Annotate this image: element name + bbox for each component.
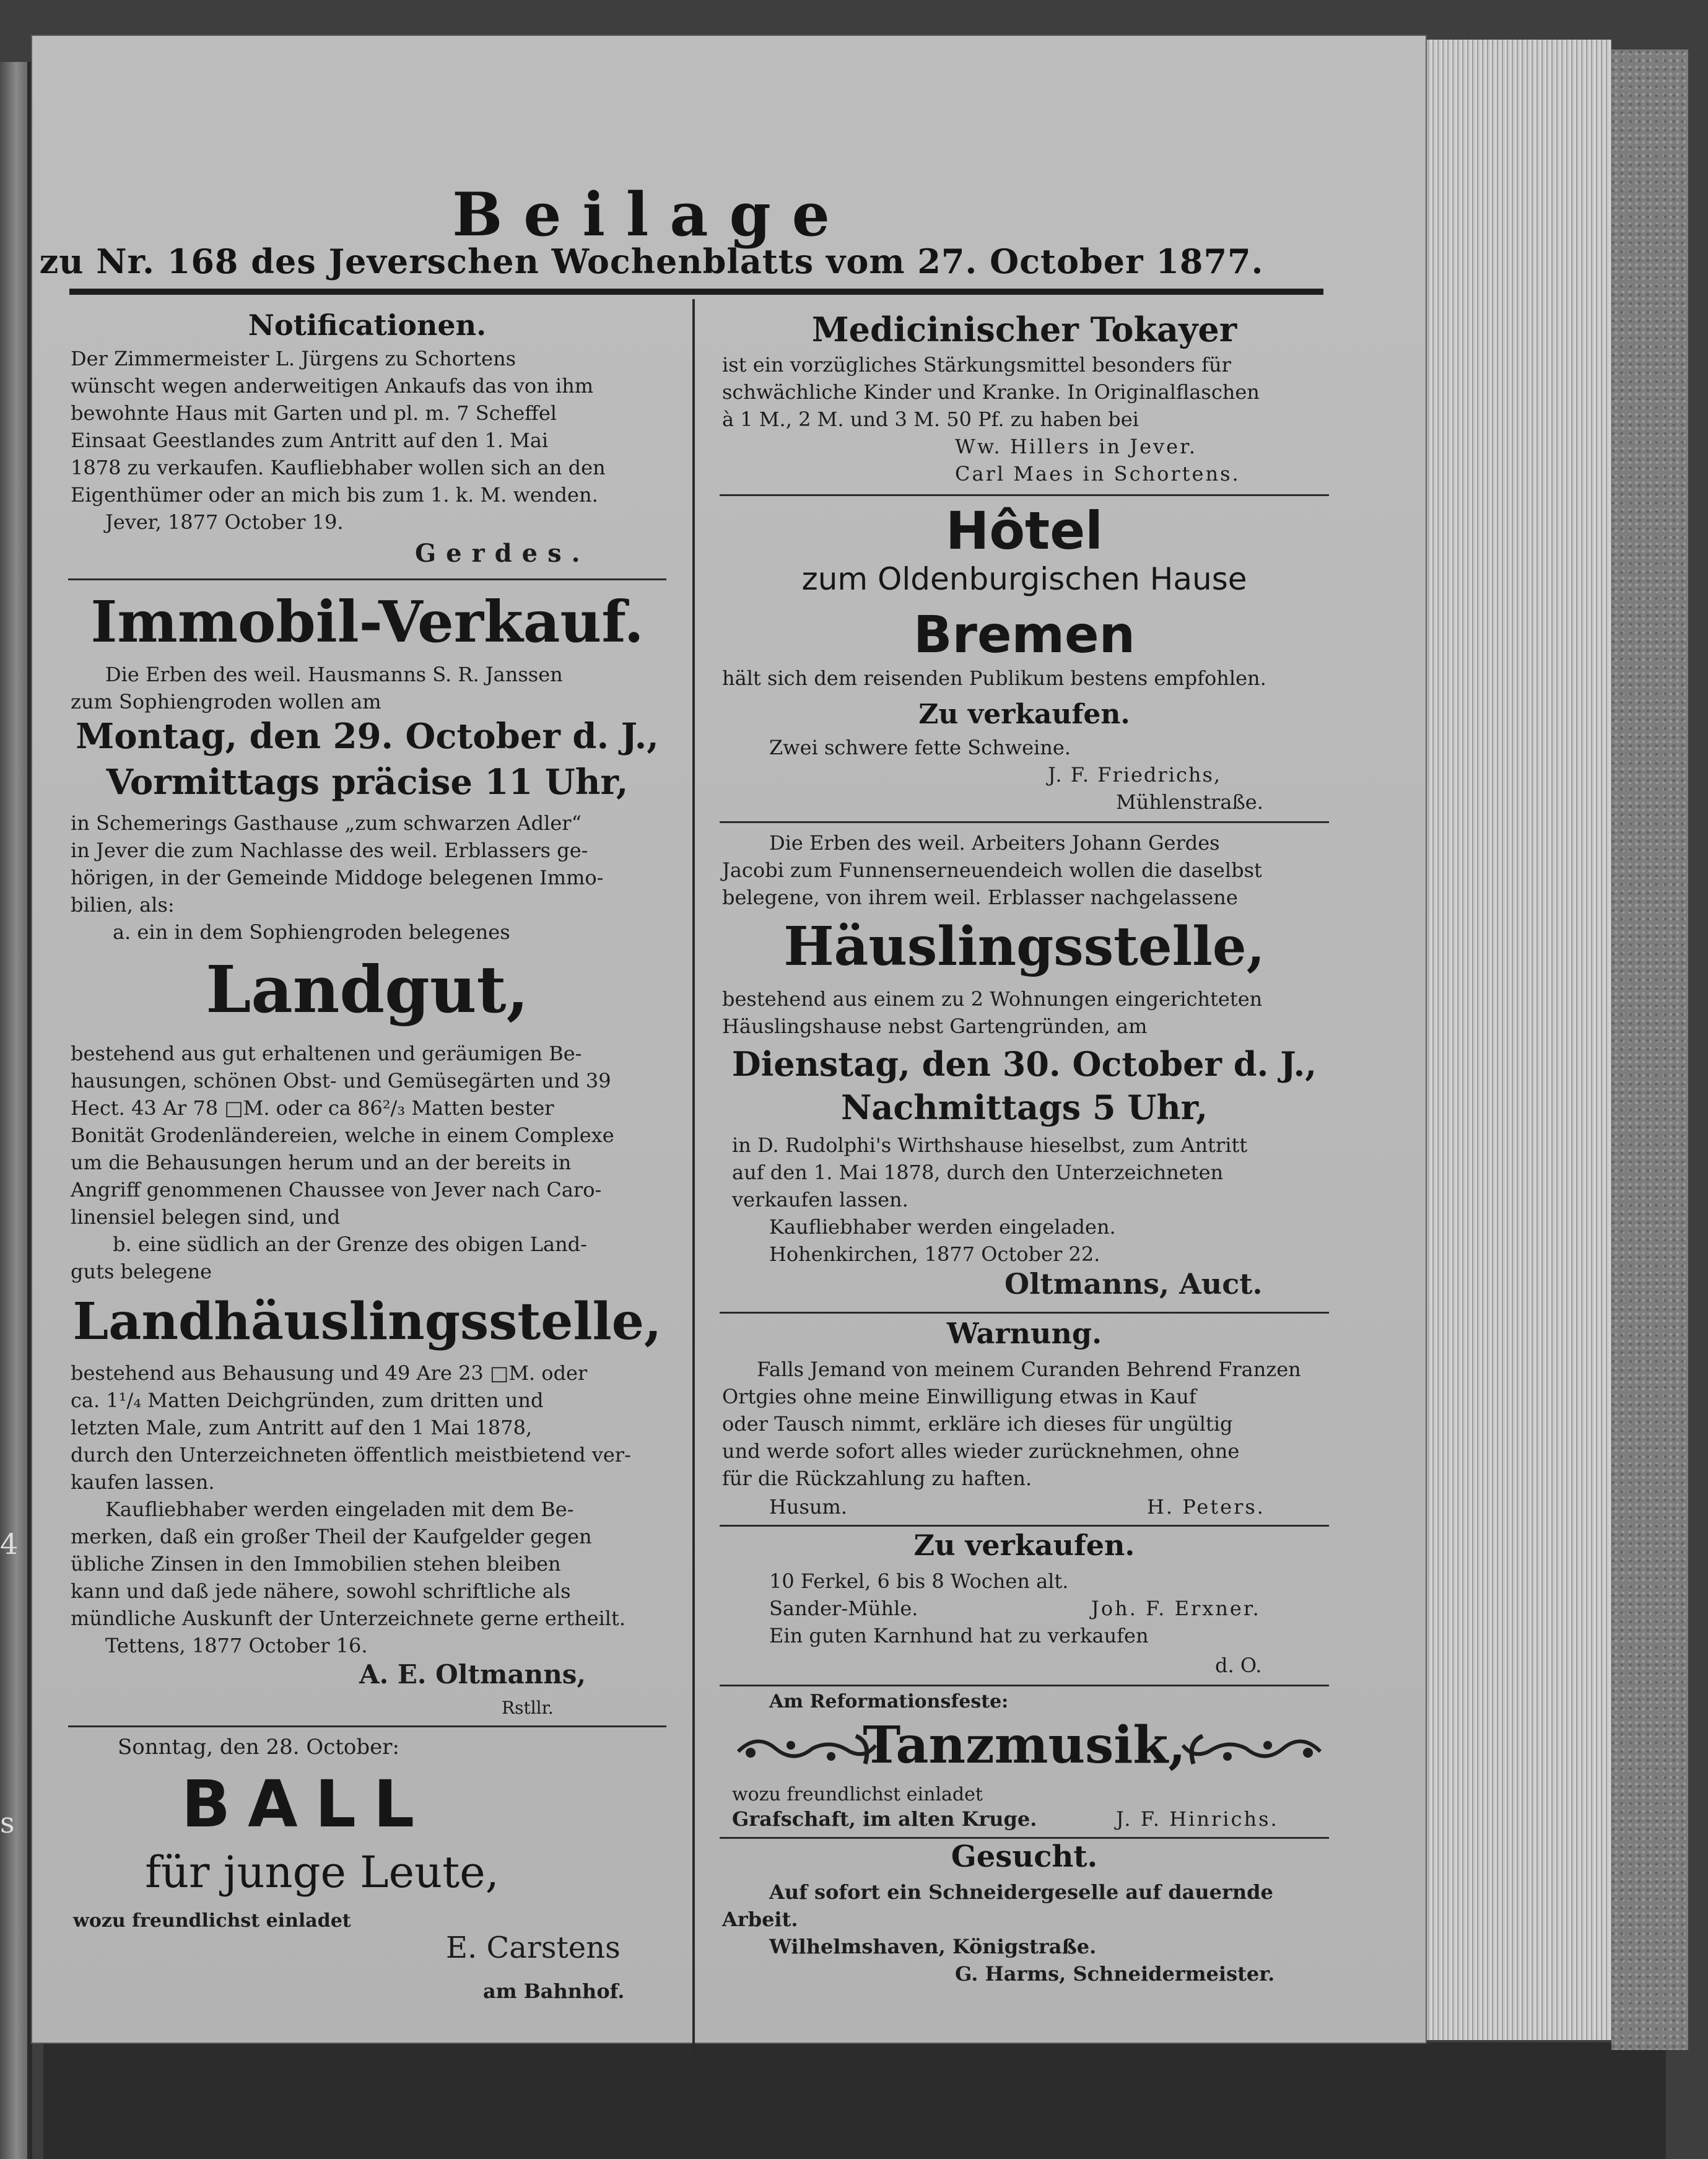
immobil-line: mündliche Auskunft der Unterzeichnete gerne ertheilt. [71,1607,625,1630]
tanz-pre: Am Reformationsfeste: [769,1691,1009,1712]
immobil-line: bestehend aus Behausung und 49 Are 23 □M. oder [71,1361,588,1385]
immobil-line: in Schemerings Gasthause „zum schwarzen Adler“ [71,811,582,835]
immobil-place-date: Tettens, 1877 October 16. [105,1634,368,1657]
tokayer-heading: Medicinischer Tokayer [811,310,1237,349]
warnung-place: Husum. [769,1495,848,1519]
tokayer-line: schwächliche Kinder und Kranke. In Originalflaschen [722,380,1260,404]
ferkel-heading: Zu verkaufen. [913,1529,1135,1562]
notif-line: Der Zimmermeister L. Jürgens zu Schortens [71,347,516,370]
warnung-line: und werde sofort alles wieder zurücknehmen, ohne [722,1439,1240,1463]
tokayer-seller: Ww. Hillers in Jever. [955,435,1198,458]
tokayer-line: ist ein vorzügliches Stärkungsmittel besonders für [722,353,1231,377]
warnung-line: oder Tausch nimmt, erkläre ich dieses für ungültig [722,1412,1233,1436]
haeusling-line: belegene, von ihrem weil. Erblasser nachgelassene [722,886,1238,909]
left-column [68,36,666,2043]
gesucht-line: Auf sofort ein Schneidergeselle auf dauernde [769,1880,1273,1904]
book-shadow [43,2043,1666,2159]
schweine-signature: J. F. Friedrichs, [1048,763,1222,787]
ball-date: Sonntag, den 28. October: [118,1735,399,1760]
ornament-right-icon [1178,1721,1327,1776]
separator [720,821,1329,823]
tanz-title: Tanzmusik, [863,1716,1186,1775]
immobil-line: ca. 1¹/₄ Matten Deichgründen, zum dritten und [71,1389,544,1412]
schweine-line: Zwei schwere fette Schweine. [769,736,1071,759]
column-divider [692,299,695,2058]
haeuslingsstelle-title: Häuslingsstelle, [783,915,1265,978]
notif-line: Einsaat Geestlandes zum Antritt auf den 1. Mai [71,429,549,452]
separator [68,1725,666,1727]
immobil-line: merken, daß ein großer Theil der Kaufgelder gegen [71,1525,592,1548]
immobil-time: Vormittags präcise 11 Uhr, [106,762,629,803]
haeusling-line: Die Erben des weil. Arbeiters Johann Gerdes [769,831,1220,855]
immobil-line: um die Behausungen herum und an der bereits in [71,1151,572,1174]
haeusling-line: verkaufen lassen. [732,1188,908,1211]
masthead-title: Beilage [452,180,851,250]
hotel-subtitle: zum Oldenburgischen Hause [801,561,1247,597]
haeusling-line: bestehend aus einem zu 2 Wohnungen eingerichteten [722,987,1263,1011]
immobil-line: bestehend aus gut erhaltenen und geräumigen Be- [71,1042,582,1065]
immobil-line: b. eine südlich an der Grenze des obigen Land- [113,1232,587,1256]
notif-line: wünscht wegen anderweitigen Ankaufs das von ihm [71,374,594,398]
hotel-line: hält sich dem reisenden Publikum bestens empfohlen. [722,666,1266,690]
ball-signature: E. Carstens [446,1930,621,1965]
haeusling-time: Nachmittags 5 Uhr, [840,1088,1208,1127]
schweine-heading: Zu verkaufen. [918,699,1130,730]
haeusling-line: in D. Rudolphi's Wirthshause hieselbst, zum Antritt [732,1133,1248,1157]
masthead-subtitle: zu Nr. 168 des Jeverschen Wochenblatts vom 27. October 1877. [39,242,1264,281]
gesucht-place: Wilhelmshaven, Königstraße. [769,1935,1097,1958]
immobil-line: kann und daß jede nähere, sowohl schriftliche als [71,1579,571,1603]
separator [720,494,1329,496]
facing-page-gutter [27,62,32,2159]
immobil-line: linensiel belegen sind, und [71,1205,341,1229]
immobil-line: kaufen lassen. [71,1470,215,1494]
warnung-line: Falls Jemand von meinem Curanden Behrend Franzen [757,1358,1301,1381]
notif-heading: Notificationen. [248,308,487,342]
immobil-line: Kaufliebhaber werden eingeladen mit dem Be- [105,1498,574,1521]
immobil-line: Bonität Grodenländereien, welche in einem Complexe [71,1123,614,1147]
immobil-heading: Immobil-Verkauf. [90,588,644,655]
haeusling-line: Häuslingshause nebst Gartengründen, am [722,1014,1148,1038]
ferkel-line: 10 Ferkel, 6 bis 8 Wochen alt. [769,1569,1069,1593]
notif-line: Eigenthümer oder an mich bis zum 1. k. M. wenden. [71,483,598,507]
hotel-title: Hôtel [946,500,1103,561]
immobil-line: hausungen, schönen Obst- und Gemüsegärten und 39 [71,1069,611,1093]
haeusling-date: Dienstag, den 30. October d. J., [731,1044,1317,1084]
tokayer-line: à 1 M., 2 M. und 3 M. 50 Pf. zu haben bei [722,408,1139,431]
ball-subtitle: für junge Leute, [145,1847,499,1898]
separator [720,1837,1329,1839]
facing-page-mark: 4 [0,1527,19,1561]
immobil-line: durch den Unterzeichneten öffentlich meistbietend ver- [71,1443,631,1467]
page-edges [1426,40,1611,2040]
right-column [720,36,1329,2043]
notif-line: bewohnte Haus mit Garten und pl. m. 7 Scheffel [71,401,557,425]
immobil-line: a. ein in dem Sophiengroden belegenes [113,920,510,944]
tanz-place: Grafschaft, im alten Kruge. [732,1807,1037,1831]
ferkel-place: Sander-Mühle. [769,1597,918,1620]
immobil-line: hörigen, in der Gemeinde Middoge belegenen Immo- [71,866,604,889]
warnung-line: Ortgies ohne meine Einwilligung etwas in Kauf [722,1385,1196,1408]
warnung-signature: H. Peters. [1147,1495,1265,1519]
book-cover [1611,50,1688,2050]
warnung-heading: Warnung. [946,1317,1102,1350]
landgut-title: Landgut, [206,951,529,1027]
immobil-line: Angriff genommenen Chaussee von Jever nach Caro- [71,1178,602,1202]
karnhund-line: Ein guten Karnhund hat zu verkaufen [769,1624,1149,1647]
immobil-line: zum Sophiengroden wollen am [71,690,381,713]
schweine-signature-street: Mühlenstraße. [1116,790,1263,814]
haeusling-line: Kaufliebhaber werden eingeladen. [769,1215,1116,1239]
separator [720,1685,1329,1686]
newspaper-page [32,36,1426,2043]
notif-signature: Gerdes. [415,539,590,568]
haeusling-line: auf den 1. Mai 1878, durch den Unterzeichneten [732,1161,1224,1184]
ferkel-signature: Joh. F. Erxner. [1091,1597,1261,1620]
immobil-signature-title: Rstllr. [502,1698,554,1718]
separator [720,1525,1329,1527]
ball-title: BALL [181,1766,432,1842]
hotel-city: Bremen [913,606,1135,665]
gesucht-signature: G. Harms, Schneidermeister. [955,1962,1275,1986]
haeusling-place-date: Hohenkirchen, 1877 October 22. [769,1242,1100,1266]
immobil-line: letzten Male, zum Antritt auf den 1 Mai 1878, [71,1416,533,1439]
haeusling-line: Jacobi zum Funnenserneuendeich wollen die daselbst [722,858,1262,882]
immobil-line: Die Erben des weil. Hausmanns S. R. Janssen [105,663,563,686]
immobil-line: bilien, als: [71,893,175,917]
gesucht-line: Arbeit. [722,1908,798,1931]
haeusling-signature: Oltmanns, Auct. [1004,1267,1263,1301]
notif-date: Jever, 1877 October 19. [105,510,344,534]
facing-page [0,62,27,2159]
gesucht-heading: Gesucht. [951,1839,1098,1874]
separator [720,1312,1329,1314]
warnung-line: für die Rückzahlung zu haften. [722,1467,1032,1490]
immobil-line: guts belegene [71,1260,212,1283]
separator [68,578,666,580]
immobil-signature: A. E. Oltmanns, [359,1659,586,1690]
immobil-line: übliche Zinsen in den Immobilien stehen bleiben [71,1552,561,1576]
tokayer-seller: Carl Maes in Schortens. [955,462,1240,486]
ball-invite: wozu freundlichst einladet [73,1910,351,1932]
landhaeuslingsstelle-title: Landhäuslingsstelle, [72,1292,662,1351]
notif-line: 1878 zu verkaufen. Kaufliebhaber wollen sich an den [71,456,606,479]
immobil-date: Montag, den 29. October d. J., [76,716,659,757]
immobil-line: in Jever die zum Nachlasse des weil. Erblassers ge- [71,839,588,862]
facing-page-mark: s [0,1806,15,1839]
tanz-signature: J. F. Hinrichs. [1116,1807,1279,1831]
ball-signature-place: am Bahnhof. [483,1979,625,2003]
karnhund-signature: d. O. [1215,1654,1262,1677]
tanz-invite: wozu freundlichst einladet [732,1784,983,1805]
immobil-line: Hect. 43 Ar 78 □M. oder ca 86²/₃ Matten bester [71,1096,554,1120]
